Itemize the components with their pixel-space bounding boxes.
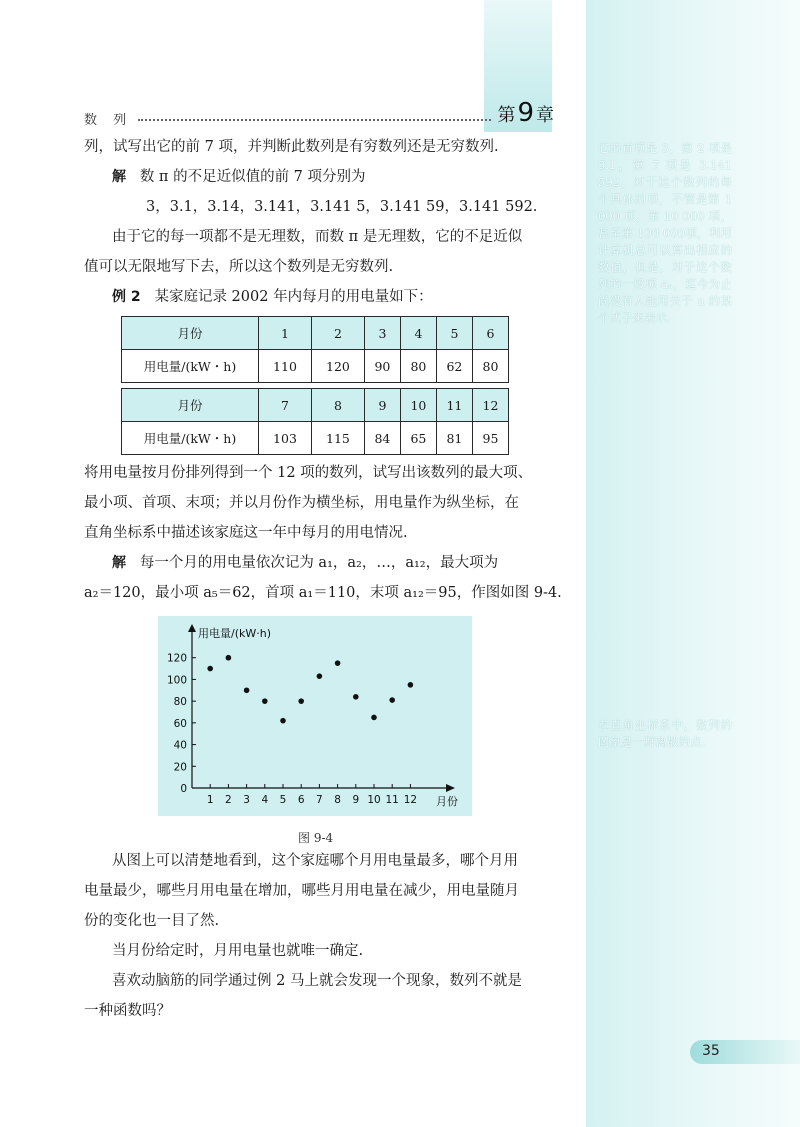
side-note-2: 在直角坐标系中，数列的图象是一群离散的点.	[598, 718, 732, 749]
paragraph-3-line-1: 将用电量按月份排列得到一个 12 项的数列，试写出该数列的最大项、	[84, 465, 533, 481]
pi-values: 3，3.1，3.14，3.141，3.141 5，3.141 59，3.141 592.	[146, 199, 538, 215]
paragraph-2-line-1: 由于它的每一项都不是无理数，而数 π 是无理数，它的不足近似	[112, 229, 523, 245]
chapter-number: 9	[517, 98, 534, 128]
x-tick-label: 9	[352, 794, 360, 806]
x-tick-label: 10	[367, 794, 381, 806]
usage-table	[121, 316, 509, 455]
table-cell: 6	[472, 317, 508, 350]
scatter-chart	[158, 616, 472, 816]
table-cell: 12	[472, 389, 508, 422]
x-tick-label: 12	[403, 794, 418, 806]
data-point	[262, 698, 268, 704]
table-cell: 95	[472, 422, 508, 455]
example-2: 例 2 某家庭记录 2002 年内每月的用电量如下：	[112, 289, 433, 305]
table-cell: 80	[400, 350, 436, 383]
table-header-month: 月份	[122, 317, 259, 350]
x-tick-label: 8	[334, 794, 341, 806]
page-number: 35	[702, 1043, 720, 1059]
example-label: 例 2	[112, 289, 141, 305]
data-point	[353, 694, 359, 700]
data-point	[389, 697, 395, 703]
y-tick-label: 120	[166, 652, 187, 665]
data-point	[244, 687, 250, 693]
table-header-month: 月份	[122, 389, 259, 422]
table-cell: 11	[436, 389, 472, 422]
leader-dots	[138, 119, 491, 121]
y-tick-label: 0	[180, 783, 187, 795]
x-tick-label: 11	[385, 794, 399, 806]
x-tick-label: 1	[206, 794, 214, 806]
table-row	[122, 350, 509, 383]
x-tick-label: 7	[316, 794, 323, 806]
table-cell: 90	[364, 350, 400, 383]
table-cell: 80	[472, 350, 508, 383]
table-row	[122, 317, 509, 350]
chart-panel	[158, 616, 472, 816]
y-tick-label: 40	[173, 739, 187, 752]
section-title: 数 列	[84, 113, 133, 128]
table-cell: 110	[259, 350, 312, 383]
x-tick-label: 4	[261, 794, 269, 806]
table-cell: 84	[364, 422, 400, 455]
x-axis-label: 月份	[436, 795, 458, 808]
paragraph-4-line-1: 从图上可以清楚地看到，这个家庭哪个月用电量最多，哪个月用	[112, 853, 518, 869]
table-header-usage: 用电量/(kW・h)	[122, 350, 259, 383]
figure-caption: 图 9-4	[298, 831, 334, 845]
table-cell: 115	[311, 422, 364, 455]
solution-1: 解 数 π 的不足近似值的前 7 项分别为	[112, 169, 366, 185]
paragraph-3-line-2: 最小项、首项、末项；并以月份作为横坐标，用电量作为纵坐标，在	[84, 495, 519, 511]
table-row	[122, 389, 509, 422]
y-axis-arrow	[188, 624, 196, 632]
data-point	[280, 718, 286, 724]
solution-2-line-1: 解 每一个月的用电量依次记为 a₁，a₂，…，a₁₂，最大项为	[112, 555, 499, 571]
x-tick-label: 3	[243, 794, 250, 806]
x-tick-label: 5	[279, 794, 287, 806]
paragraph-3-line-3: 直角坐标系中描述该家庭这一年中每月的用电情况.	[84, 525, 408, 541]
y-tick-label: 100	[166, 674, 187, 687]
table-cell: 10	[400, 389, 436, 422]
y-tick-label: 20	[173, 761, 187, 774]
data-point	[408, 682, 414, 688]
table-cell: 81	[436, 422, 472, 455]
x-tick-label: 2	[225, 794, 232, 806]
y-axis-label: 用电量/(kW·h)	[198, 627, 272, 640]
table-cell: 65	[400, 422, 436, 455]
table-row	[122, 422, 509, 455]
table-header-usage: 用电量/(kW・h)	[122, 422, 259, 455]
x-axis-arrow	[446, 784, 455, 792]
table-cell: 1	[259, 317, 312, 350]
table-cell: 2	[311, 317, 364, 350]
table-cell: 9	[364, 389, 400, 422]
solution-2-line-2: a₂＝120，最小项 a₅＝62，首项 a₁＝110，末项 a₁₂＝95，作图如图 9-4.	[84, 585, 562, 601]
paragraph-1: 列，试写出它的前 7 项，并判断此数列是有穷数列还是无穷数列.	[84, 139, 499, 155]
paragraph-5: 当月份给定时，月用电量也就唯一确定.	[112, 943, 364, 959]
data-point	[298, 698, 304, 704]
table-cell: 7	[259, 389, 312, 422]
table-cell: 62	[436, 350, 472, 383]
paragraph-4-line-2: 电量最少，哪些月用电量在增加，哪些月用电量在减少，用电量随月	[84, 883, 519, 899]
data-point	[371, 715, 377, 721]
table-cell: 8	[311, 389, 364, 422]
chapter-label: 第9 章	[497, 98, 554, 128]
solution-label: 解	[112, 555, 126, 571]
data-point	[335, 660, 341, 666]
paragraph-6-line-1: 喜欢动脑筋的同学通过例 2 马上就会发现一个现象，数列不就是	[112, 973, 522, 989]
page-number-tab	[690, 1040, 800, 1064]
data-point	[207, 666, 213, 672]
table-cell: 103	[259, 422, 312, 455]
data-point	[226, 655, 232, 661]
side-note-1: 它的首项是 3，第 2 项是 3.1，第 7 项是 3.141 592，对于这个数列的每个具体的项，不管是第 1 000 项，第 10 000 项，甚至第 100 000项，利用计算机总可以算出相应的数值，但是，对于这个数列的一般项 aₙ，迄今为止尚没有人能用关于 n 的某个式子来表示.	[598, 141, 732, 325]
x-tick-label: 6	[297, 794, 305, 806]
solution-label: 解	[112, 169, 126, 185]
running-header	[84, 98, 554, 128]
y-tick-label: 80	[173, 696, 187, 709]
paragraph-2-line-2: 值可以无限地写下去，所以这个数列是无穷数列.	[84, 259, 394, 275]
y-tick-label: 60	[173, 717, 187, 730]
paragraph-4-line-3: 份的变化也一目了然.	[84, 913, 220, 929]
paragraph-6-line-2: 一种函数吗？	[84, 1003, 171, 1019]
table-cell: 5	[436, 317, 472, 350]
table-cell: 120	[311, 350, 364, 383]
table-cell: 3	[364, 317, 400, 350]
table-cell: 4	[400, 317, 436, 350]
data-point	[317, 673, 323, 679]
